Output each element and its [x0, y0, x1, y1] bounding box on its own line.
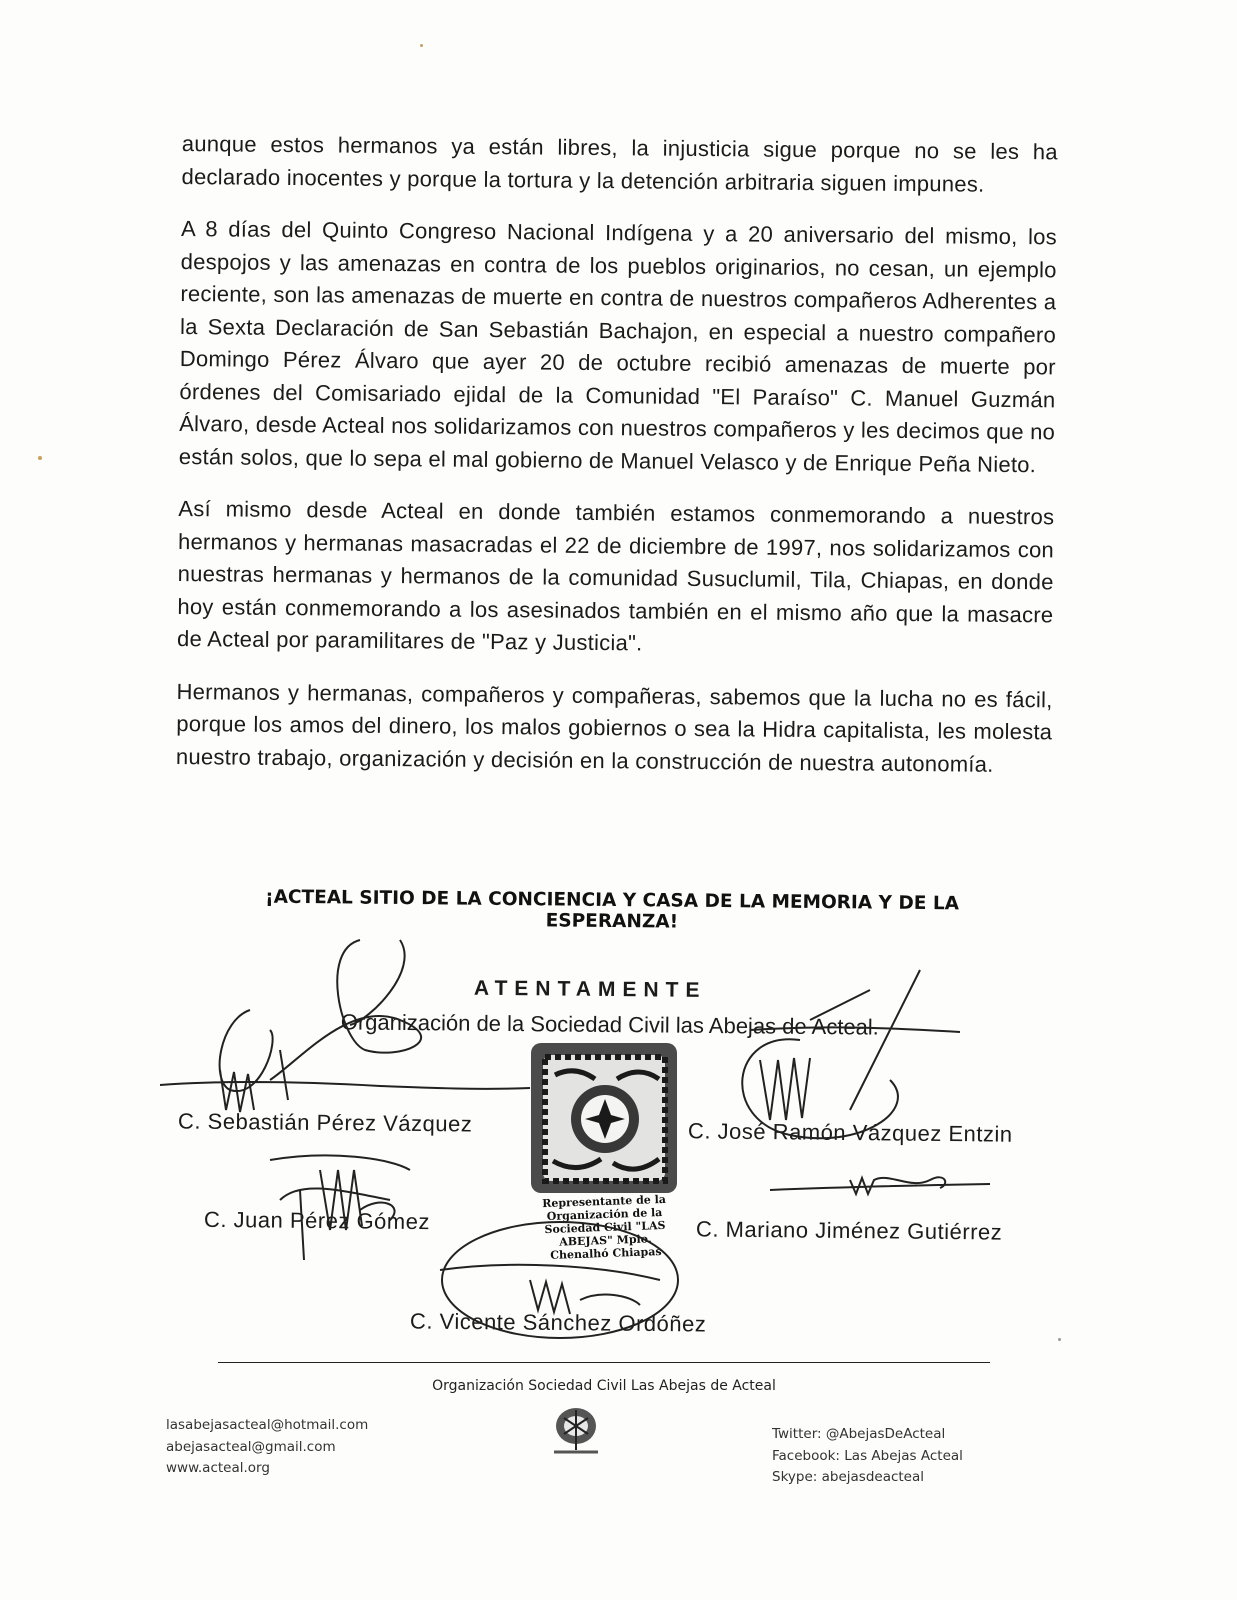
- signature-juan: [240, 1140, 440, 1270]
- footer-skype[interactable]: Skype: abejasdeacteal: [772, 1469, 925, 1485]
- paragraph-3: Así mismo desde Acteal en donde también estamos conmemorando a nuestros hermanos y hermanas masacradas el 22 de diciembre de 1997, nos solidarizamos con nuestras hermanas y hermanos de la comunidad Susuclumil, Tila, Chiapas, en donde hoy están conmemorando a los asesinados también en el mismo año que la masacre de Acteal por paramilitares de "Paz y Justicia".: [176, 495, 1055, 656]
- scan-speck: [420, 44, 423, 47]
- footer-contacts-right: [772, 1424, 963, 1489]
- scan-speck: [1058, 1338, 1061, 1341]
- footer-contacts-left: [166, 1415, 368, 1480]
- scan-speck: [38, 456, 42, 460]
- paragraph-2: A 8 días del Quinto Congreso Nacional Indígena y a 20 aniversario del mismo, los despojos y las amenazas en contra de los pueblos originarios, no cesan, un ejemplo reciente, son las amenazas de muerte en contra de nuestros compañeros Adherentes a la Sexta Declaración de San Sebastián Bachajon, en especial a nuestro compañero Domingo Pérez Álvaro que ayer 20 de octubre recibió amenazas de muerte por órdenes del Comisariado ejidal de la Comunidad "El Paraíso" C. Manuel Guzmán Álvaro, desde Acteal nos solidarizamos con nuestros compañeros y les decimos que no están solos, que lo sepa el mal gobierno de Manuel Velasco y de Enrique Peña Nieto.: [178, 215, 1058, 477]
- closing-salutation: ATENTAMENTE: [473, 976, 707, 1002]
- footer-facebook[interactable]: Facebook: Las Abejas Acteal: [772, 1447, 963, 1464]
- footer-email-hotmail[interactable]: lasabejasacteal@hotmail.com: [166, 1417, 369, 1433]
- footer-website[interactable]: www.acteal.org: [166, 1460, 270, 1476]
- signature-jose-ramon: [690, 960, 990, 1160]
- signature-vicente: [430, 1210, 690, 1340]
- organization-name: Organización de la Sociedad Civil las Abejas de Acteal.: [340, 1009, 879, 1040]
- signer-mariano: C. Mariano Jiménez Gutiérrez: [695, 1216, 1003, 1245]
- signer-juan: C. Juan Pérez Gómez: [203, 1206, 431, 1235]
- paragraph-4: Hermanos y hermanas, compañeros y compañeras, sabemos que la lucha no es fácil, porque los amos del dinero, los malos gobiernos o sea la Hidra capitalista, les molesta nuestro trabajo, organización y decisión en la construcción de nuestra autonomía.: [175, 678, 1053, 777]
- motto-heading: ¡ACTEAL SITIO DE LA CONCIENCIA Y CASA DE LA MEMORIA Y DE LA ESPERANZA!: [265, 886, 960, 933]
- footer-divider: [218, 1362, 990, 1363]
- signer-jose-ramon: C. José Ramón Vázquez Entzin: [687, 1118, 1013, 1147]
- letter-body: [176, 128, 1058, 801]
- footer-twitter[interactable]: Twitter: @AbejasDeActeal: [772, 1426, 946, 1442]
- stamp-text: Representante de la Organización de la Sociedad Civil "LAS ABEJAS" Mpio. Chenalhó Chiapas: [542, 1192, 667, 1262]
- bee-logo-icon: [548, 1404, 604, 1454]
- signer-vicente: C. Vicente Sánchez Ordóñez: [409, 1308, 707, 1337]
- footer-title: Organización Sociedad Civil Las Abejas de Acteal: [432, 1378, 776, 1394]
- footer-email-gmail[interactable]: abejasacteal@gmail.com: [166, 1438, 336, 1455]
- signature-sebastian: [150, 930, 570, 1140]
- paragraph-1: aunque estos hermanos ya están libres, la injusticia sigue porque no se les ha declarado inocentes y porque la tortura y la detención arbitraria siguen impunes.: [181, 130, 1058, 197]
- signer-sebastian: C. Sebastián Pérez Vázquez: [177, 1108, 473, 1137]
- signature-mariano: [760, 1160, 1010, 1210]
